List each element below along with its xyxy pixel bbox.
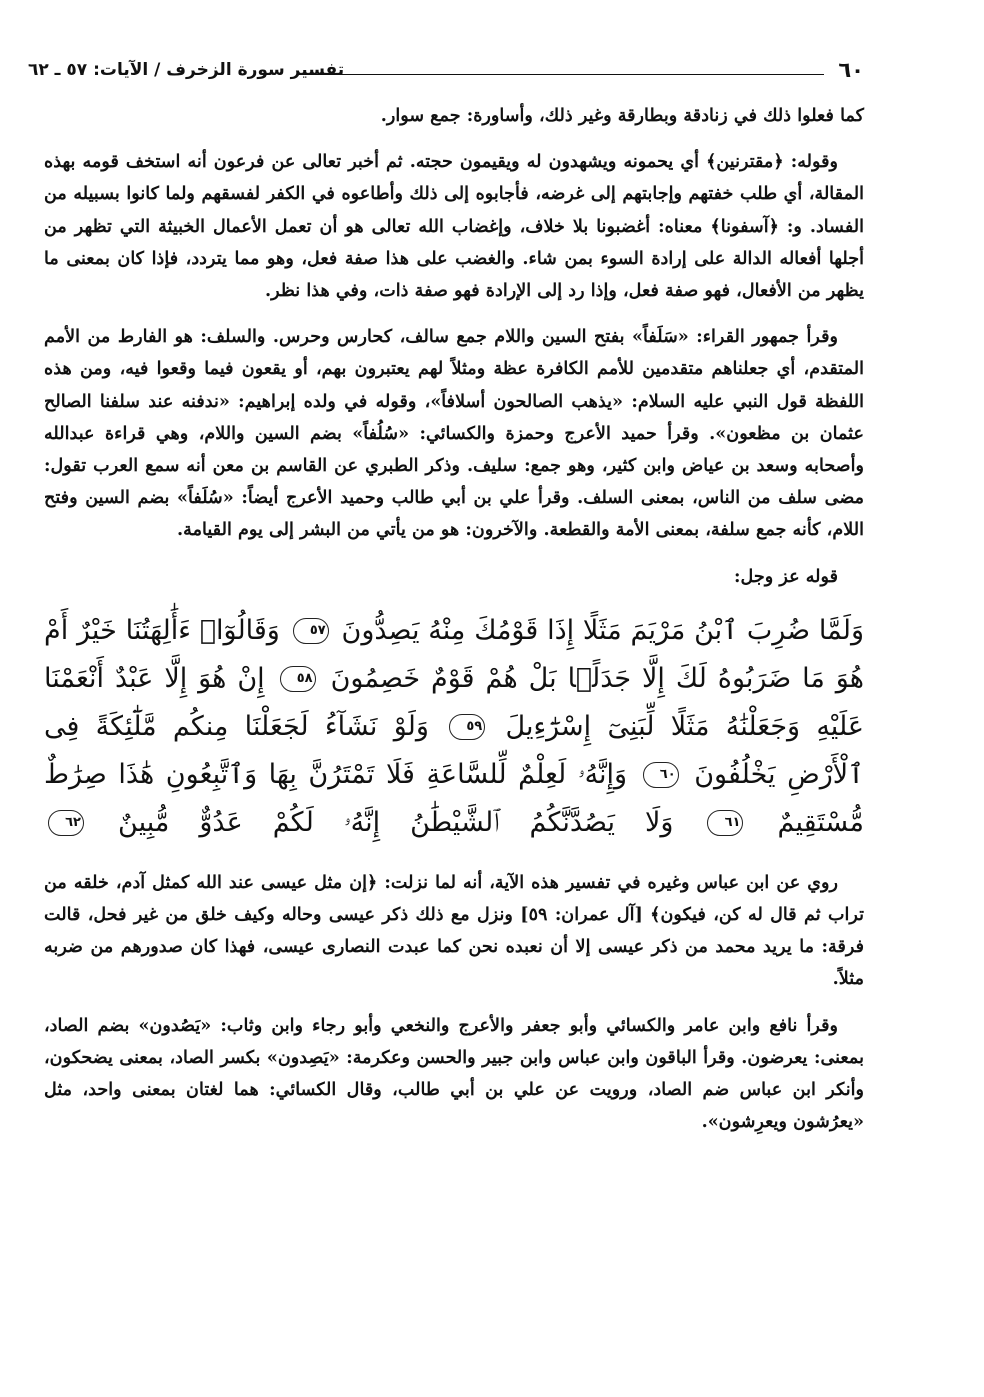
- ayah-58-text: وَقَالُوٓا۟ ءَأَٰلِهَتُنَا خَيْرٌ أَمْ هُوَ مَا ضَرَبُوهُ لَكَ إِلَّا جَدَلًۢا بَلْ هُمْ قَوْمٌ خَصِمُونَ: [44, 614, 864, 694]
- ayah-60-text: وَلَوْ نَشَآءُ لَجَعَلْنَا مِنكُم مَّلَٰٓئِكَةً فِى ٱلْأَرْضِ يَخْلُفُونَ: [44, 710, 864, 790]
- paragraph-3: وقرأ جمهور القراء: «سَلَفاً» بفتح السين واللام جمع سالف، كحارس وحرس. والسلف: هو الفارط من الأمم المتقدم، أي جعلناهم متقدمين للأمم الكافرة عظة ومثلاً لهم يعتبرون بهم، أو يقعون فيما وقعوا فيه، ومن هذه اللفظة قول النبي عليه السلام: «يذهب الصالحون أسلافاً»، وقوله في ولده إبراهيم: «ندفنه عند سلفنا الصالح عثمان بن مظعون». وقرأ حميد الأعرج وحمزة والكسائي: «سُلُفاً» بضم السين واللام، وهي قراءة عبدالله وأصحابه وسعد بن عياض وابن كثير، وهو جمع: سليف. وذكر الطبري عن القاسم بن معن أنه سمع العرب تقول: مضى سلف من الناس، بمعنى السلف. وقرأ علي بن أبي طالب وحميد الأعرج أيضاً: «سُلَفاً» بضم السين وفتح اللام، كأنه جمع سلفة، بمعنى الأمة والقطعة. والآخرون: هو من يأتي من البشر إلى يوم القيامة.: [44, 326, 864, 541]
- quran-verses-block: [44, 607, 864, 847]
- ayah-57-text: وَلَمَّا ضُرِبَ ٱبْنُ مَرْيَمَ مَثَلًا إِذَا قَوْمُكَ مِنْهُ يَصِدُّونَ: [341, 614, 864, 646]
- ayah-number-60: ٦٠: [643, 762, 679, 788]
- ayah-number-57: ٥٧: [293, 618, 329, 644]
- header-rule: [298, 74, 824, 75]
- paragraph-6: وقرأ نافع وابن عامر والكسائي وأبو جعفر والأعرج والنخعي وأبو رجاء وابن وثاب: «يَصُدون» بضم الصاد، بمعنى: يعرضون. وقرأ الباقون وابن عباس وابن جبير والحسن وعكرمة: «يَصِدون» بكسر الصاد، بمعنى يضحكون، وأنكر ابن عباس ضم الصاد، ورويت عن علي بن أبي طالب، وقال الكسائي: هما لغتان بمعنى واحد، مثل «يعرُشون ويعرِشون».: [44, 1014, 864, 1133]
- ayah-number-61: ٦١: [707, 810, 743, 836]
- page-number: ٦٠: [838, 58, 864, 82]
- running-title: تفسير سورة الزخرف / الآيات: ٥٧ ـ ٦٢: [28, 60, 345, 80]
- ayah-number-58: ٥٨: [280, 666, 316, 692]
- ayah-59-text: إِنْ هُوَ إِلَّا عَبْدٌ أَنْعَمْنَا عَلَيْهِ وَجَعَلْنَٰهُ مَثَلًا لِّبَنِىٓ إِسْرَٰٓءِيلَ: [44, 662, 864, 742]
- page-header: [28, 58, 864, 88]
- ayah-number-62: ٦٢: [48, 810, 84, 836]
- paragraph-5: روي عن ابن عباس وغيره في تفسير هذه الآية، أنه لما نزلت: ﴿إن مثل عيسى عند الله كمثل آدم، خلقه من تراب ثم قال له كن، فيكون﴾ [آل عمران: ٥٩] ونزل مع ذلك ذكر عيسى وحاله وكيف خلق من غير فحل، قالت فرقة: ما يريد محمد من ذكر عيسى إلا أن نعبده نحن كما عبدت النصارى عيسى، فهذا كان صدورهم من ضربه مثلاً.: [44, 871, 865, 990]
- ayah-number-59: ٥٩: [449, 714, 485, 740]
- ayah-62-text: وَلَا يَصُدَّنَّكُمُ ٱلشَّيْطَٰنُ إِنَّهُۥ لَكُمْ عَدُوٌّ مُّبِينٌ: [118, 806, 674, 838]
- ayah-61-text: وَإِنَّهُۥ لَعِلْمٌ لِّلسَّاعَةِ فَلَا تَمْتَرُنَّ بِهَا وَٱتَّبِعُونِ هَٰذَا صِرَٰطٌ مُّسْتَقِيمٌ: [44, 758, 864, 838]
- paragraph-4-verse-intro: قوله عز وجل:: [734, 565, 838, 587]
- paragraph-1: كما فعلوا ذلك في زنادقة وبطارقة وغير ذلك، وأساورة: جمع سوار.: [380, 105, 864, 126]
- paragraph-2: وقوله: ﴿مقترنين﴾ أي يحمونه ويشهدون له ويقيمون حجته. ثم أخبر تعالى عن فرعون أنه استخف قومه بهذه المقالة، أي طلب خفتهم وإجابتهم إلى غرضه، فأجابوه إلى ذلك وأطاعوه في الكفر لفسقهم ولما كانوا بسبيله من الفساد. و: ﴿آسفونا﴾ معناه: أغضبونا بلا خلاف، وإغضاب الله تعالى هو أن تعمل الأعمال الخبيثة التي تظهر من أجلها أفعاله الدالة على إرادة السوء بمن شاء. والغضب على هذا صفة فعل، وهو مما يتردد، فإذا كان بمعنى ما يظهر من الأفعال، فهو صفة فعل، وإذا رد إلى الإرادة فهو صفة ذات، وفي هذا نظر.: [44, 151, 864, 302]
- page-body: [44, 100, 864, 1152]
